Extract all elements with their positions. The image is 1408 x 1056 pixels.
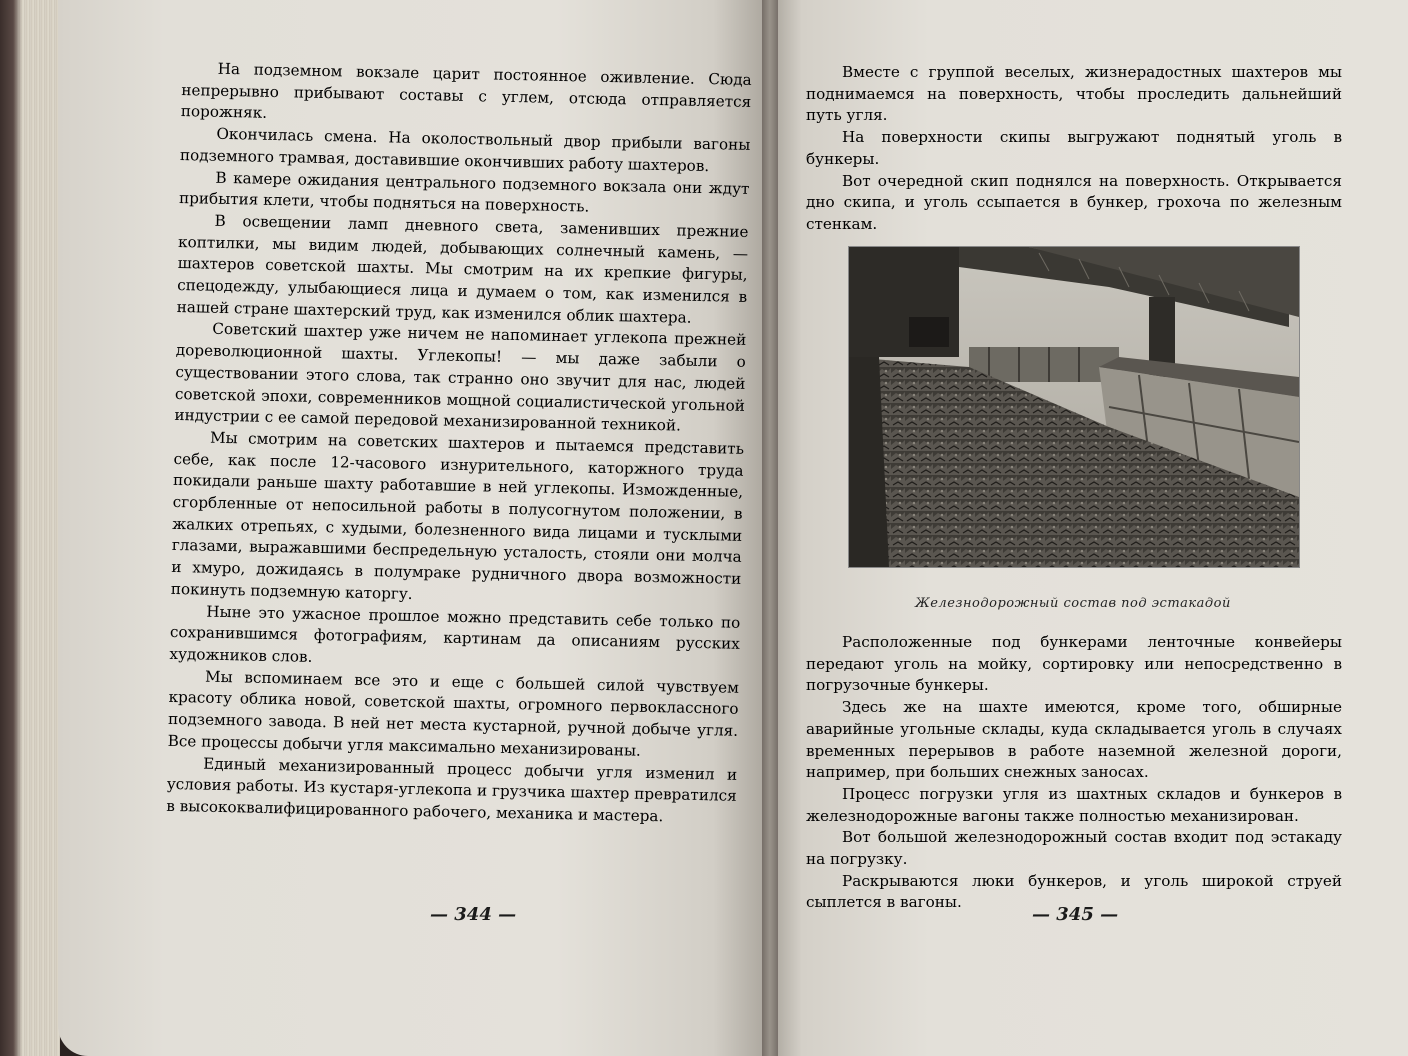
paragraph: Расположенные под бункерами ленточные конвейеры передают уголь на мойку, сортировку или непосредственно в погрузочные бункеры.	[806, 633, 1342, 695]
photo-caption: Железнодорожный состав под эстакадой	[915, 596, 1231, 611]
paragraph: Советский шахтер уже ничем не напоминает углекопа прежней дореволюционной шахты. Углекопы! — мы даже забыли о существовании этого слова, так странно оно звучит для нас, людей советской эпохи, современников мощной социалистической угольной индустрии с ее самой передовой механизированной техникой.	[174, 320, 747, 435]
paragraph: В освещении ламп дневного света, заменивших прежние коптилки, мы видим людей, добывающих солнечный камень, — шахтеров советской шахты. Мы смотрим на их крепкие фигуры, спецодежду, улыбающиеся лица и думаем о том, как изменился в нашей стране шахтерский труд, как изменился облик шахтера.	[176, 211, 749, 327]
page-number-right: — 345 —	[1032, 904, 1119, 925]
cover-shadow	[0, 0, 22, 1056]
paragraph: Вместе с группой веселых, жизнерадостных шахтеров мы поднимаемся на поверхность, чтобы проследить дальнейший путь угля.	[806, 63, 1342, 125]
page-number-left: — 344 —	[430, 904, 517, 925]
right-page-text-top	[806, 62, 1342, 236]
paragraph: В камере ожидания центрального подземного вокзала они ждут прибытия клети, чтобы подняться на поверхность.	[178, 168, 750, 216]
paragraph: Здесь же на шахте имеются, кроме того, обширные аварийные угольные склады, куда складывается уголь в случаях временных перерывов в работе наземной железной дороги, например, при больших снежных заносах.	[806, 698, 1342, 782]
paragraph: Раскрываются люки бункеров, и уголь широкой струей сыплется в вагоны.	[806, 871, 1342, 912]
paragraph: Вот очередной скип поднялся на поверхность. Открывается дно скипа, и уголь ссыпается в бункер, грохоча по железным стенкам.	[806, 171, 1342, 233]
paragraph: Мы вспоминаем все это и еще с большей силой чувствуем красоту облика новой, советской шахты, огромного первоклассного подземного завода. В ней нет места кустарной, ручной добыче угля. Все процессы добычи угля максимально механизированы.	[167, 667, 740, 760]
left-page-text	[166, 58, 752, 829]
photo-railway-train-under-trestle	[848, 246, 1300, 568]
photo-illustration	[849, 247, 1299, 567]
paragraph: Вот большой железнодорожный состав входит под эстакаду на погрузку.	[806, 828, 1342, 869]
paragraph: Мы смотрим на советских шахтеров и пытаемся представить себе, как после 12-часового изнурительного, каторжного труда покидали раньше шахту работавшие в ней углекопы. Изможденные, сгорбленные от непосильной работы в полусогнутом положении, в жалких отрепьях, с худыми, болезненного вида лицами и тусклыми глазами, выражавшими беспредельную усталость, стояли они молча и хмуро, дожидаясь в полумраке рудничного двора возможности покинуть подземную каторгу.	[170, 428, 745, 603]
book-gutter	[762, 0, 778, 1056]
paragraph: Окончилась смена. На околоствольный двор прибыли вагоны подземного трамвая, доставившие окончивших работу шахтеров.	[179, 124, 751, 175]
right-page-text-bottom	[806, 632, 1342, 914]
paragraph: На поверхности скипы выгружают поднятый уголь в бункеры.	[806, 128, 1342, 168]
paragraph: Единый механизированный процесс добычи угля изменил и условия работы. Из кустаря-углекопа и грузчика шахтер превратился в высококвалифицированного рабочего, механика и мастера.	[166, 754, 738, 826]
paragraph: На подземном вокзале царит постоянное оживление. Сюда непрерывно прибывают составы с углем, отсюда отправляется порожняк.	[180, 59, 752, 123]
paragraph: Процесс погрузки угля из шахтных складов и бункеров в железнодорожные вагоны также полностью механизирован.	[806, 784, 1342, 825]
paragraph: Ныне это ужасное прошлое можно представить себе только по сохранившимся фотографиям, картинам да описаниям русских художников слов.	[169, 602, 741, 666]
